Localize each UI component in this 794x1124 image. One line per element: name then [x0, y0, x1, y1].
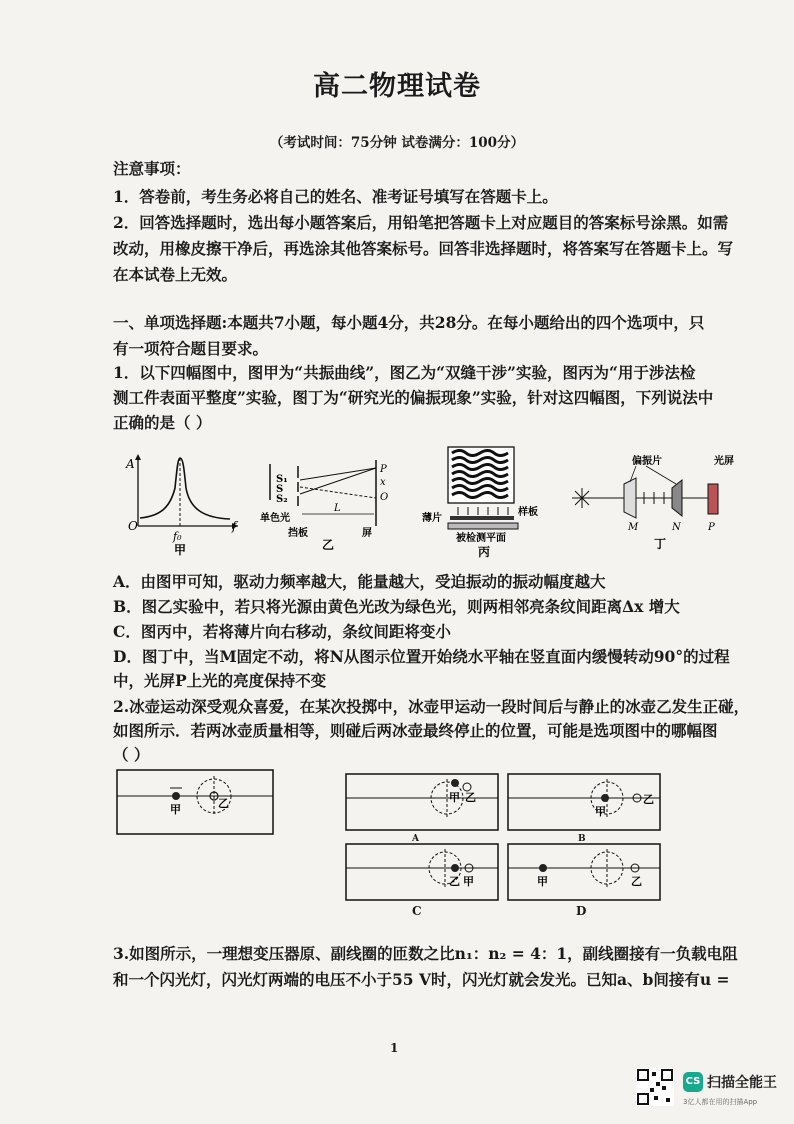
- section-heading-line-2: 有一项符合题目要求。: [113, 339, 269, 358]
- q1-option-d-line-1: D．图丁中，当M固定不动，将N从图示位置开始绕水平轴在竖直面内缓慢转动90°的过程: [113, 647, 730, 666]
- c-jia-label: 甲: [463, 875, 474, 888]
- camscanner-name: 扫描全能王: [707, 1075, 777, 1091]
- camscanner-tagline: 3亿人都在用的扫描App: [683, 1098, 758, 1106]
- label-baffle: 挡板: [288, 528, 308, 539]
- curling-option-b: [507, 773, 662, 833]
- option-c-label: C: [412, 904, 422, 918]
- figure-yi-caption: 乙: [322, 538, 335, 551]
- b-jia-label: 甲: [595, 805, 606, 818]
- q1-option-c: C．图丙中，若将薄片向右移动，条纹间距将变小: [113, 622, 451, 641]
- label-p: P: [380, 464, 387, 475]
- page-number: 1: [390, 1041, 399, 1055]
- label-l: L: [334, 503, 341, 514]
- qr-code-icon: [636, 1068, 674, 1106]
- a-jia-label: 甲: [449, 791, 460, 804]
- notice-item-2-line-2: 改动，用橡皮擦干净后，再选涂其他答案标号。回答非选择题时，将答案写在答题卡上。写: [113, 239, 734, 258]
- label-n: N: [672, 522, 681, 533]
- curling-option-c: [345, 843, 500, 903]
- q1-stem-line-1: 1．以下四幅图中，图甲为“共振曲线”，图乙为“双缝干涉”实验，图丙为“用于涉法检: [113, 363, 696, 382]
- label-m: M: [628, 522, 639, 533]
- label-screen: 屏: [362, 528, 372, 539]
- notice-item-2-line-1: 2．回答选择题时，选出每小题答案后，用铅笔把答题卡上对应题目的答案标号涂黑。如需: [113, 213, 729, 232]
- a-yi-label: 乙: [465, 791, 476, 804]
- q1-option-d-line-2: 中，光屏P上光的亮度保持不变: [113, 671, 327, 690]
- label-o: O: [380, 492, 389, 503]
- label-s2: S₂: [276, 494, 288, 505]
- q2-stem-line-2: 如图所示．若两冰壶质量相等，则碰后两冰壶最终停止的位置，可能是选项图中的哪幅图: [113, 721, 718, 740]
- camscanner-logo-icon: CS: [683, 1072, 703, 1092]
- figure-bing-thin-film: [418, 443, 553, 563]
- figure-ding-polarization: [566, 448, 741, 558]
- d-jia-label: 甲: [537, 875, 548, 888]
- c-yi-label: 乙: [449, 875, 460, 888]
- curling-option-a: [345, 773, 500, 833]
- d-yi-label: 乙: [631, 875, 642, 888]
- q1-option-a: A．由图甲可知，驱动力频率越大，能量越大，受迫振动的振动幅度越大: [113, 572, 606, 591]
- curling-option-d: [507, 843, 662, 903]
- q3-stem-line-2: 和一个闪光灯，闪光灯两端的电压不小于55 V时，闪光灯就会发光。已知a、b间接有u =: [113, 970, 730, 989]
- label-light: 单色光: [260, 513, 290, 524]
- option-a-label: A: [412, 834, 419, 844]
- f0-label: f₀: [173, 530, 182, 543]
- label-s1: S₁: [276, 474, 288, 485]
- option-b-label: B: [578, 834, 586, 844]
- stone-jia-label: 甲: [170, 803, 181, 816]
- label-thin-sheet: 薄片: [422, 513, 442, 524]
- q2-stem-line-3: （ ）: [113, 745, 150, 764]
- figure-bing-caption: 丙: [478, 545, 491, 559]
- figure-ding-caption: 丁: [654, 537, 667, 551]
- label-sample: 样板: [518, 507, 538, 518]
- notice-heading: 注意事项：: [113, 159, 191, 178]
- axis-a-label: A: [126, 457, 135, 471]
- figure-yi-double-slit: [258, 456, 398, 551]
- option-d-label: D: [576, 904, 587, 918]
- exam-info: （考试时间：75分钟 试卷满分：100分）: [269, 135, 525, 151]
- curling-figure-original: [116, 769, 276, 837]
- q1-option-b: B．图乙实验中，若只将光源由黄色光改为绿色光，则两相邻亮条纹间距离Δx 增大: [113, 597, 680, 616]
- q2-stem-line-1: 2.冰壶运动深受观众喜爱，在某次投掷中，冰壶甲运动一段时间后与静止的冰壶乙发生正碰，: [113, 697, 750, 716]
- label-p2: P: [708, 522, 715, 533]
- figure-jia-caption: 甲: [174, 543, 187, 557]
- q1-stem-line-2: 测工件表面平整度”实验，图丁为“研究光的偏振现象”实验，针对这四幅图，下列说法中: [113, 388, 714, 407]
- section-heading-line-1: 一、单项选择题:本题共7小题，每小题4分，共28分。在每小题给出的四个选项中，只: [113, 313, 705, 332]
- label-test-surface: 被检测平面: [456, 533, 506, 544]
- b-yi-label: 乙: [643, 793, 654, 806]
- notice-item-1: 1．答卷前，考生务必将自己的姓名、准考证号填写在答题卡上。: [113, 187, 558, 206]
- notice-item-2-line-3: 在本试卷上无效。: [113, 265, 238, 284]
- stone-yi-label: 乙: [218, 797, 229, 810]
- origin-label: O: [128, 519, 138, 533]
- q3-stem-line-1: 3.如图所示，一理想变压器原、副线圈的匝数之比n₁：n₂ = 4：1，副线圈接有一负载电阻: [113, 944, 738, 963]
- axis-f-label: f: [232, 519, 237, 533]
- q1-stem-line-3: 正确的是（ ）: [113, 413, 212, 432]
- label-light-screen: 光屏: [714, 456, 734, 467]
- exam-title: 高二物理试卷: [313, 71, 481, 102]
- label-s: S: [276, 484, 284, 495]
- label-x: x: [380, 477, 386, 488]
- figure-jia-resonance-curve: [120, 448, 250, 558]
- label-polarizer: 偏振片: [632, 456, 662, 467]
